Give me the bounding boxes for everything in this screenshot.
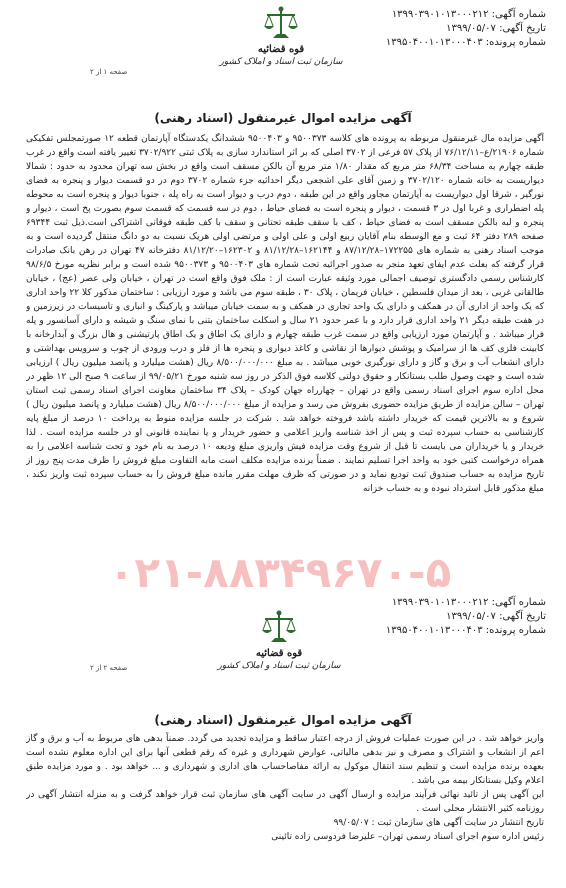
judiciary-name: قوه قضائیه: [257, 44, 305, 55]
page-number: صفحه ۱ از ۲: [90, 68, 128, 76]
paragraph: این آگهی پس از تائید نهائی فرآیند مزایده و ارسال آگهی در سایت آگهی های سازمان ثبت قرار خواهد گرفت و به منزله انتشار آگهی در روزنامه کثیر الانتشار محلی است .: [26, 790, 544, 814]
scales-of-justice-icon: [259, 608, 299, 648]
organization-name: سازمان ثبت اسناد و املاک کشور: [217, 661, 341, 671]
phone-watermark: ۰۲۱-۸۸۳۴۹۶۷۰-۵: [108, 548, 452, 597]
notice-title: آگهی مزایده اموال غیرمنقول (اسناد رهنی): [154, 713, 412, 727]
judiciary-name: قوه قضائیه: [255, 648, 303, 659]
notice-date: تاریخ آگهی: ۱۳۹۹/۰۵/۰۷: [446, 23, 546, 34]
notice-page-2: [0, 592, 566, 888]
organization-name: سازمان ثبت اسناد و املاک کشور: [219, 57, 343, 67]
notice-body: [26, 732, 544, 884]
file-number: شماره پرونده: ۱۳۹۵۰۴۰۰۱۰۱۳۰۰۰۴۰۳: [385, 37, 546, 48]
judiciary-emblem: [216, 4, 346, 68]
file-number: شماره پرونده: ۱۳۹۵۰۴۰۰۱۰۱۳۰۰۰۴۰۳: [385, 625, 546, 636]
notice-number: شماره آگهی: ۱۳۹۹۰۳۹۰۱۰۱۳۰۰۰۲۱۲: [391, 597, 546, 608]
notice-title: آگهی مزایده اموال غیرمنقول (اسناد رهنی): [154, 111, 412, 125]
notice-body: آگهی مزایده مال غیرمنقول مربوطه به پرونده های کلاسه ۹۵۰۰۳۷۳ و ۹۵۰۰۴۰۳ ششدانگ یکدستگاه آپارتمان قطعه ۱۲ صورتمجلس تفکیکی شماره ۲۱۹۰۶/ع–۷۶/۱۲/۱۱ از پلاک ۵۷ فرعی از ۳۷۰۲ اصلی که بر اثر استاندارد سازی به پلاک ثبتی ۳۷۰۲/۹۲۲ تغییر یافته است واقع در غرب طبقه چهارم به مساحت ۶۸/۳۴ متر مربع که مقدار ۱/۸۰ متر مربع آن بالکن مسقف است واقع در بخش سه تهران محدود به حدود : شمالا دیواریست به خانه شماره ۳۷۰۲/۱۲۰ و زمین آقای علی اشجعی دیگر احداثیه جزء شماره ۳۷۰۲ دوم در دو قسمت دیوار و پنجره به فضای نورگیر ، شرقا اول دیواریست به آپارتمان مجاور واقع در این طبقه ، دوم درب و دیوار است به راه پله ، جنوبا دیوار و پنجره است به محوطه پله اضطراری و غربا اول در ۳ قسمت ، دیوار و پنجره است به فضای حیاط ، دوم در سه قسمت که قسمت سوم بصورت پخ است ، دیوار و پنجره و لبه بالکن مسقف است به فضای حیاط ، کف با سقف طبقه تحتانی و سقف با کف طبقه فوقانی اشتراکی است.ذیل ثبت ۶۹۳۴۴ صفحه ۲۸۹ دفتر ۶۴ ثبت و مع الوسطه بنام آقایان ربیع اولی و علی اولی و مرتضی اولی هریک نسبت به دو دانگ منتقل گردیده است و به موجب اسناد رهنی به شماره های ۱۷۲۲۵۵–۸۷/۱۲/۲۸ و ۱۶۲۱۴۴–۸۱/۱۲/۲۸ و ۱۶۲۳۰۲–۸۱/۱۲/۲۰ دفترخانه ۴۷ تهران در رهن بانک صادرات قرار گرفته که بعلت عدم ایفای تعهد منجر به صدور اجرائیه تحت شماره های ۹۵۰۰۴۰۳ و ۹۵۰۰۳۷۳ شده است و برابر نظریه مورخ ۹۸/۶/۵ کارشناس رسمی دادگستری توصیف اجمالی مورد وثیقه عبارت است از : ملک فوق واقع است در تهران ، خیابان ولی عصر (عج) ، خیابان طالقانی غربی ، بعد از میدان فلسطین ، خیابان فریمان ، پلاک ۳۰ ، طبقه سوم می باشد و مورد ارزیابی : ساختمان مذکور کلا ۲۲ واحد اداری که یک واحد از اداری آن در همکف و دارای یک واحد تجاری در همکف و به سمت خیابان میباشد و پارکینگ و انباری و تاسیسات در زیرزمین و در هفت طبقه دیگر ۲۱ واحد اداری قرار دارد و با عمر حدود ۲۱ سال و اسکلت ساختمان بتنی با نمای سنگ و شیشه و دارای آسانسور و پله فرار میباشد . و آپارتمان مورد ارزیابی واقع در سمت غرب طبقه چهارم و دارای یک اطاق و یک اطاق پارتیشنی و هال بزرگ و آبدارخانه با کابینت فلزی کف ها از سرامیک و پوشش دیوارها از نقاشی و کاغذ دیواری و پنجره ها از فلز و درب ورودی از چوب و سرویس بهداشتی و دارای انشعاب آب و برق و گاز و دارای نورگیری خوبی میباشد . به مبلغ ۸/۵۰۰/۰۰۰/۰۰۰ ریال (هشت میلیارد و پانصد میلیون ریال ) ارزیابی شده است و جهت وصول طلب بستانکار و حقوق دولتی کلاسه فوق الذکر در روز سه شنبه مورخ ۹۹/۰۵/۲۱ از ساعت ۹ صبح الی ۱۲ ظهر در محل اداره سوم اجرای اسناد رسمی واقع در تهران – چهارراه جهان کودک – پلاک ۳۴ ساختمان معاونت اجرای اسناد رسمی ثبت استان تهران – سالن مزایده از طریق مزایده حضوری بفروش می رسد و مزایده از مبلغ ۸/۵۰۰/۰۰۰/۰۰۰ ریال (هشت میلیارد و پانصد میلیون ریال ) شروع و به بالاترین قیمت که خریدار داشته باشد فروخته خواهد شد . شرکت در جلسه مزایده منوط به پرداخت ۱۰ درصد از مبلغ پایه کارشناسی به حساب سپرده ثبت و پس از اخذ شناسه واریز اعلامی و حضور خریدار و یا نماینده قانونی او در جلسه مزایده است . لذا خریدار و یا خریداران می بایست تا قبل از شروع وقت مزایده فیش واریزی مبلغ ودیعه ۱۰ درصد به نام خود و تحت شناسه اعلامی را به همراه درخواست کتبی خود به واحد اجرا تسلیم نمایند . ضمناً برنده مزایده مکلف است مابه التفاوت مبلغ فروش را ظرف مدت پنج روز از تاریخ مزایده به حساب صندوق ثبت تودیع نماید و در صورتی که ظرف مهلت مقرر مانده مبلغ فروش را به حساب سپرده ثبت واریز نکند ، مبلغ مذکور قابل استرداد نبوده و به حساب خزانه: [26, 134, 544, 494]
page-number: صفحه ۲ از ۲: [90, 664, 128, 672]
publication-date: تاریخ انتشار در سایت آگهی های سازمان ثبت : ۹۹/۰۵/۰۷: [333, 818, 544, 828]
notice-date: تاریخ آگهی: ۱۳۹۹/۰۵/۰۷: [446, 611, 546, 622]
notice-number: شماره آگهی: ۱۳۹۹۰۳۹۰۱۰۱۳۰۰۰۲۱۲: [391, 9, 546, 20]
judiciary-emblem: [214, 608, 344, 672]
scales-of-justice-icon: [261, 4, 301, 44]
paragraph: واریز خواهد شد . در این صورت عملیات فروش از درجه اعتبار ساقط و مزایده تجدید می گردد. ضمناً بدهی های مربوط به آب و برق و گاز اعم از انشعاب و اشتراک و مصرف و نیز بدهی مالیاتی، عوارض شهرداری و غیره که رقم قطعی آنها برای این اداره معلوم نشده است بعهده برنده مزایده است و تنظیم سند انتقال موکول به ارائه مفاصاحساب های اداری و شهرداری و ... خواهد بود . و مورد مزایده طبق اعلام وکیل بستانکار بیمه می باشد .: [26, 734, 544, 786]
signatory: رئیس اداره سوم اجرای اسناد رسمی تهران– علیرضا فردوسی زاده تائینی: [271, 832, 544, 842]
